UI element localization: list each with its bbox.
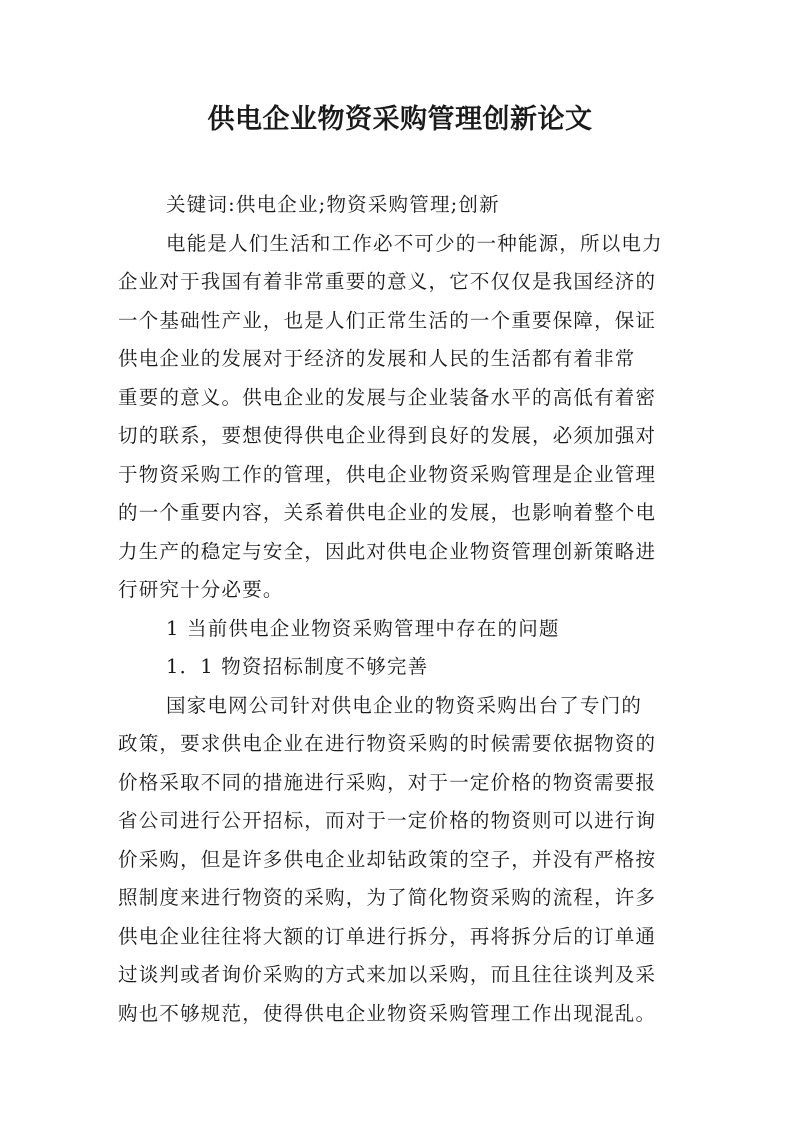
paragraph-line: 切的联系，要想使得供电企业得到良好的发展，必须加强对 [118,424,657,447]
paragraph-line: 省公司进行公开招标，而对于一定价格的物资则可以进行询 [118,809,657,832]
paragraph-line: 价采购，但是许多供电企业却钻政策的空子，并没有严格按 [118,847,657,871]
paragraph-line: 供电企业的发展对于经济的发展和人民的生活都有着非常 [118,347,636,370]
paragraph-line: 国家电网公司针对供电企业的物资采购出台了专门的 [166,693,643,717]
keywords-line: 关键词:供电企业;物资采购管理;创新 [166,193,500,216]
paragraph-line: 企业对于我国有着非常重要的意义，它不仅仅是我国经济的 [118,270,657,293]
paragraph-line: 重要的意义。供电企业的发展与企业装备水平的高低有着密 [118,385,657,409]
paragraph-line: 电能是人们生活和工作必不可少的一种能源，所以电力 [166,231,663,255]
section-heading: 1 当前供电企业物资采购管理中存在的问题 [166,616,560,640]
paragraph-line: 购也不够规范，使得供电企业物资采购管理工作出现混乱。 [118,1001,657,1025]
subsection-heading: 1．1 物资招标制度不够完善 [166,655,429,678]
paragraph-line: 行研究十分必要。 [118,578,284,601]
paragraph-line: 政策，要求供电企业在进行物资采购的时候需要依据物资的 [118,732,657,755]
document-title: 供电企业物资采购管理创新论文 [207,104,593,135]
paragraph-line: 供电企业往往将大额的订单进行拆分，再将拆分后的订单通 [118,924,657,948]
document-body [118,186,688,1033]
paragraph-line: 于物资采购工作的管理，供电企业物资采购管理是企业管理 [118,462,657,486]
paragraph-line: 一个基础性产业，也是人们正常生活的一个重要保障，保证 [118,308,657,332]
paragraph-line: 的一个重要内容，关系着供电企业的发展，也影响着整个电 [118,501,657,524]
paragraph-line: 价格采取不同的措施进行采购，对于一定价格的物资需要报 [118,770,657,794]
paragraph-line: 照制度来进行物资的采购，为了简化物资采购的流程，许多 [118,886,657,909]
paragraph-line: 力生产的稳定与安全，因此对供电企业物资管理创新策略进 [118,539,657,563]
paragraph-line: 过谈判或者询价采购的方式来加以采购，而且往往谈判及采 [118,963,657,986]
